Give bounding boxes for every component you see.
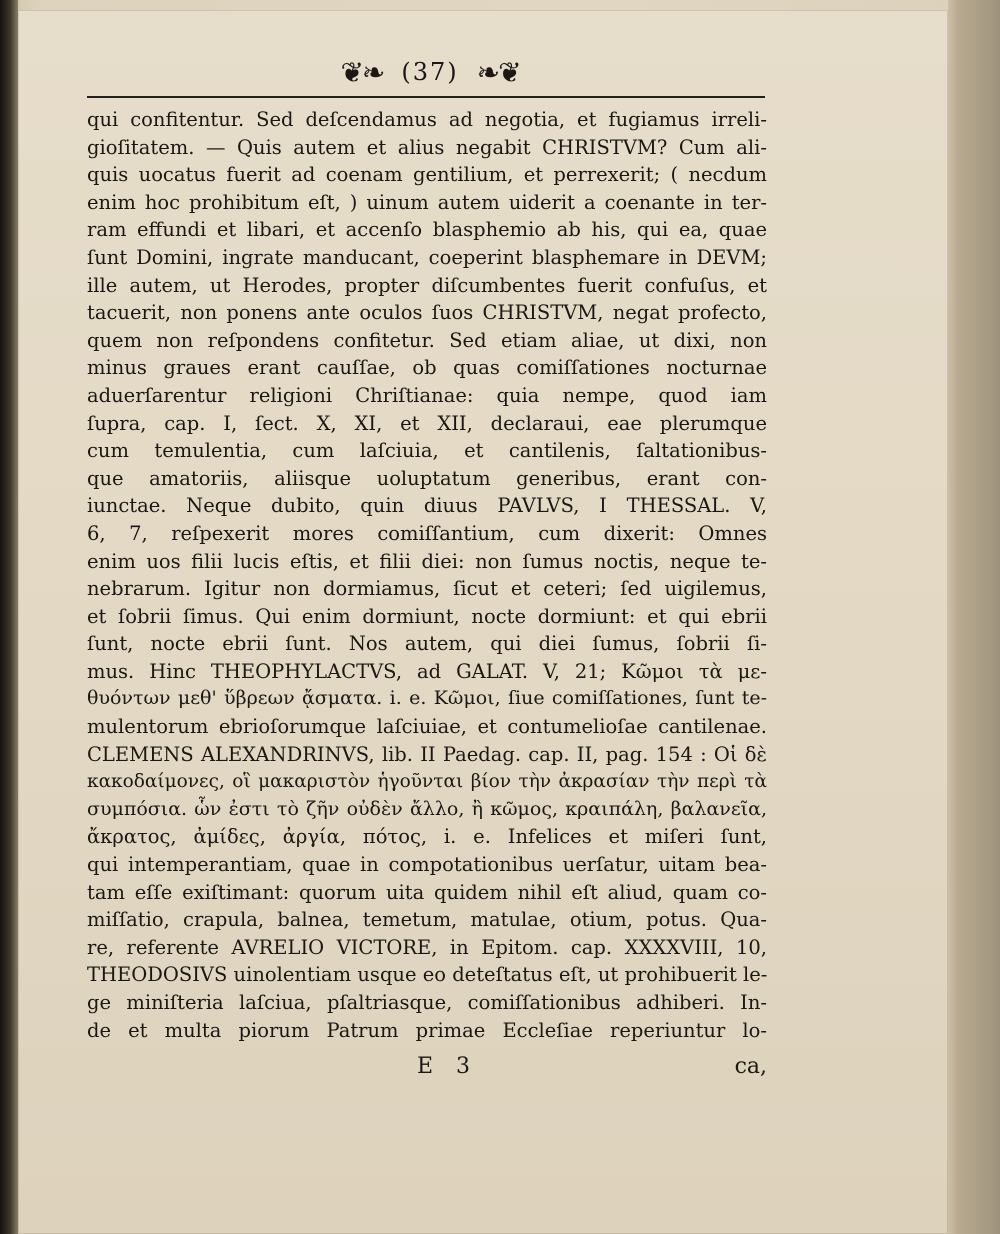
text-line: que amatoriis, aliisque uoluptatum generibus, erant con-	[87, 466, 767, 490]
text-line: ge miniſteria laſciua, pſaltriasque, comiſſationibus adhiberi. In-	[87, 991, 767, 1014]
text-line: κακοδαίμονες, οἳ μακαριστὸν ἡγοῦνται βίον τὴν ἀκρασίαν τὴν περὶ τὰ	[87, 771, 767, 793]
text-line: quem non reſpondens confitetur. Sed etiam aliae, ut dixi, non	[87, 328, 767, 352]
text-line: re, referente AVRELIO VICTORE, in Epitom. cap. XXXXVIII, 10,	[87, 935, 767, 959]
page-footer	[87, 1054, 767, 1084]
text-line: 6, 7, reſpexerit mores comiſſantium, cum dixerit: Omnes	[87, 521, 767, 545]
text-line: et ſobrii ſimus. Qui enim dormiunt, nocte dormiunt: et qui ebrii	[87, 604, 767, 628]
text-line: gioſitatem. — Quis autem et alius negabit CHRISTVM? Cum ali-	[87, 135, 767, 159]
text-line: ille autem, ut Herodes, propter diſcumbentes fuerit confuſus, et	[87, 273, 767, 297]
book-gutter	[0, 0, 18, 1234]
catchword: ca,	[734, 1054, 767, 1079]
text-line: enim hoc prohibitum eſt, ) uinum autem uiderit a coenante in ter-	[87, 190, 767, 214]
text-line: συμπόσια. ὧν ἐστι τὸ ζῆν οὐδὲν ἄλλο, ἢ κῶμος, κραιπάλη, βαλανεῖα,	[87, 797, 767, 820]
signature-mark: E 3	[417, 1054, 479, 1079]
text-line: iunctae. Neque dubito, quin diuus PAVLVS, I THESSAL. V,	[87, 494, 767, 518]
ornament-left-icon: ❦❧	[340, 55, 384, 89]
text-line: cum temulentia, cum laſciuia, et cantilenis, ſaltationibus-	[87, 439, 767, 463]
text-line: ram effundi et libari, et accenſo blasphemio ab his, qui ea, quae	[87, 218, 767, 242]
text-line: qui intemperantiam, quae in compotationibus uerſatur, uitam bea-	[87, 853, 767, 877]
text-line: ſunt, nocte ebrii ſunt. Nos autem, qui diei ſumus, ſobrii ſi-	[87, 632, 767, 656]
text-line: de et multa piorum Patrum primae Eccleſiae reperiuntur lo-	[87, 1018, 767, 1042]
text-line: CLEMENS ALEXANDRINVS, lib. II Paedag. cap. II, pag. 154 : Οἱ δὲ	[87, 742, 767, 766]
text-line: aduerſarentur religioni Chriſtianae: quia nempe, quod iam	[87, 383, 767, 407]
text-line: tam eſſe exiſtimant: quorum uita quidem nihil eſt aliud, quam co-	[87, 880, 767, 904]
page-edge	[948, 0, 1000, 1234]
text-line: θυόντων μεθ' ὕβρεων ᾄσματα. i. e. Κῶμοι, ſiue comiſſationes, ſunt te-	[87, 687, 767, 710]
text-line: nebrarum. Igitur non dormiamus, ſicut et ceteri; ſed uigilemus,	[87, 577, 767, 601]
text-line: mus. Hinc THEOPHYLACTVS, ad GALAT. V, 21; Κῶμοι τὰ με-	[87, 659, 767, 683]
text-line: minus graues erant cauſſae, ob quas comiſſationes nocturnae	[87, 356, 767, 380]
running-header	[300, 52, 560, 92]
ornament-right-icon: ❧❦	[476, 55, 520, 89]
body-text	[87, 106, 767, 1044]
text-line: ἄκρατος, ἀμίδες, ἀργία, πότος, i. e. Infelices et miſeri ſunt,	[87, 825, 767, 849]
text-line: enim uos filii lucis eſtis, et filii diei: non ſumus noctis, neque te-	[87, 549, 767, 573]
text-line: tacuerit, non ponens ante oculos ſuos CHRISTVM, negat profecto,	[87, 301, 767, 325]
header-rule	[87, 96, 765, 98]
text-line: THEODOSIVS uinolentiam usque eo deteſtatus eſt, ut prohibuerit le-	[87, 963, 768, 987]
page-number: (37)	[401, 58, 459, 86]
text-line: quis uocatus fuerit ad coenam gentilium, et perrexerit; ( necdum	[87, 163, 767, 187]
text-line: ſupra, cap. I, ſect. X, XI, et XII, declaraui, eae plerumque	[87, 411, 767, 435]
text-line: ſunt Domini, ingrate manducant, coeperint blasphemare in DEVM;	[87, 245, 767, 269]
text-line: miſſatio, crapula, balnea, temetum, matulae, otium, potus. Qua-	[87, 908, 767, 932]
text-line: mulentorum ebrioſorumque laſciuiae, et contumelioſae cantilenae.	[87, 715, 767, 739]
text-line: qui confitentur. Sed deſcendamus ad negotia, et fugiamus irreli-	[87, 108, 767, 131]
